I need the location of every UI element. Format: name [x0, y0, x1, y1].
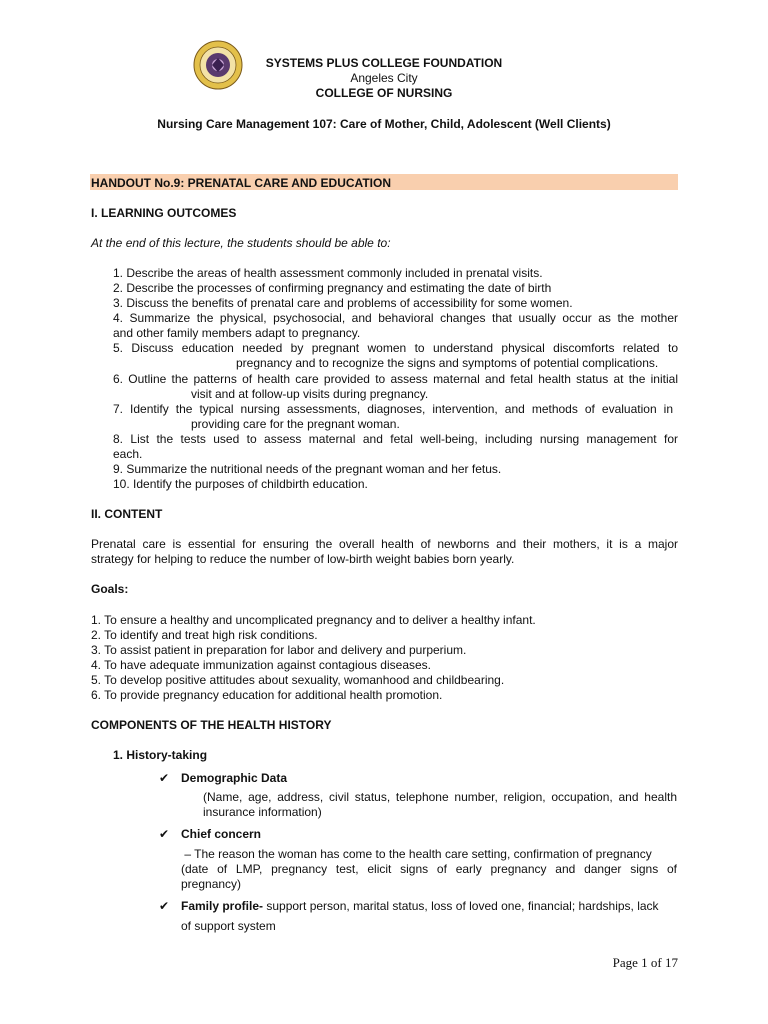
- demographic-data-text: (Name, age, address, civil status, telephone number, religion, occupation, and health: [203, 790, 677, 804]
- family-profile-title: Family profile-: [181, 899, 264, 913]
- outcome-item: 2. Describe the processes of confirming pregnancy and estimating the date of birth: [113, 281, 552, 295]
- goal-item: 2. To identify and treat high risk conditions.: [91, 628, 318, 642]
- outcome-item-continued: visit and at follow-up visits during pregnancy.: [191, 387, 429, 401]
- checkmark-icon: ✔: [159, 827, 170, 841]
- chief-concern-text: pregnancy): [181, 877, 242, 891]
- outcome-item-continued: pregnancy and to recognize the signs and symptoms of potential complications.: [236, 356, 659, 370]
- outcome-item-continued: providing care for the pregnant woman.: [191, 417, 400, 431]
- outcome-item: 6. Outline the patterns of health care provided to assess maternal and fetal health status at the initial: [113, 372, 678, 386]
- content-paragraph-line: strategy for helping to reduce the number of low-birth weight babies born yearly.: [91, 552, 515, 566]
- page-number: Page 1 of 17: [612, 955, 678, 970]
- history-taking-heading: 1. History-taking: [113, 748, 208, 762]
- content-heading: II. CONTENT: [91, 507, 163, 521]
- chief-concern-title: Chief concern: [181, 827, 262, 841]
- outcome-item: 4. Summarize the physical, psychosocial, and behavioral changes that usually occur as the mother: [113, 311, 678, 325]
- course-title: Nursing Care Management 107: Care of Mother, Child, Adolescent (Well Clients): [157, 117, 611, 131]
- goal-item: 3. To assist patient in preparation for labor and delivery and purperium.: [91, 643, 467, 657]
- demographic-data-title: Demographic Data: [181, 771, 288, 785]
- handout-title: HANDOUT No.9: PRENATAL CARE AND EDUCATION: [91, 176, 391, 190]
- outcome-item: 8. List the tests used to assess maternal and fetal well-being, including nursing management for: [113, 432, 678, 446]
- goal-item: 4. To have adequate immunization against contagious diseases.: [91, 658, 432, 672]
- outcome-item: 1. Describe the areas of health assessment commonly included in prenatal visits.: [113, 266, 543, 280]
- outcome-item: 5. Discuss education needed by pregnant women to understand physical discomforts related to: [113, 341, 678, 355]
- learning-outcomes-heading: I. LEARNING OUTCOMES: [91, 206, 237, 220]
- institution-city: Angeles City: [350, 71, 418, 85]
- outcome-item-continued: each.: [113, 447, 143, 461]
- family-profile-text: support person, marital status, loss of loved one, financial; hardships, lack: [263, 899, 659, 913]
- goal-item: 6. To provide pregnancy education for additional health promotion.: [91, 688, 443, 702]
- components-heading: COMPONENTS OF THE HEALTH HISTORY: [91, 718, 332, 732]
- goal-item: 1. To ensure a healthy and uncomplicated pregnancy and to deliver a healthy infant.: [91, 613, 536, 627]
- outcome-item: 9. Summarize the nutritional needs of the pregnant woman and her fetus.: [113, 462, 502, 476]
- checkmark-icon: ✔: [159, 771, 170, 785]
- institution-name: SYSTEMS PLUS COLLEGE FOUNDATION: [265, 56, 503, 70]
- family-profile-line: [181, 899, 678, 914]
- goals-heading: Goals:: [91, 582, 129, 596]
- goal-item: 5. To develop positive attitudes about sexuality, womanhood and childbearing.: [91, 673, 505, 687]
- outcome-item: 3. Discuss the benefits of prenatal care and problems of accessibility for some women.: [113, 296, 573, 310]
- outcome-item: 10. Identify the purposes of childbirth education.: [113, 477, 368, 491]
- family-profile-text: of support system: [181, 919, 276, 933]
- learning-outcomes-intro: At the end of this lecture, the students should be able to:: [91, 236, 391, 250]
- college-name: COLLEGE OF NURSING: [315, 86, 453, 100]
- demographic-data-text: insurance information): [203, 805, 322, 819]
- outcome-item: 7. Identify the typical nursing assessments, diagnoses, intervention, and methods of evaluation in: [113, 402, 673, 416]
- chief-concern-text: (date of LMP, pregnancy test, elicit signs of early pregnancy and danger signs of: [181, 862, 677, 876]
- checkmark-icon: ✔: [159, 899, 170, 913]
- chief-concern-text: – The reason the woman has come to the health care setting, confirmation of pregnancy: [181, 847, 652, 861]
- content-paragraph-line: Prenatal care is essential for ensuring the overall health of newborns and their mothers, it is a major: [91, 537, 678, 551]
- outcome-item-continued: and other family members adapt to pregnancy.: [113, 326, 361, 340]
